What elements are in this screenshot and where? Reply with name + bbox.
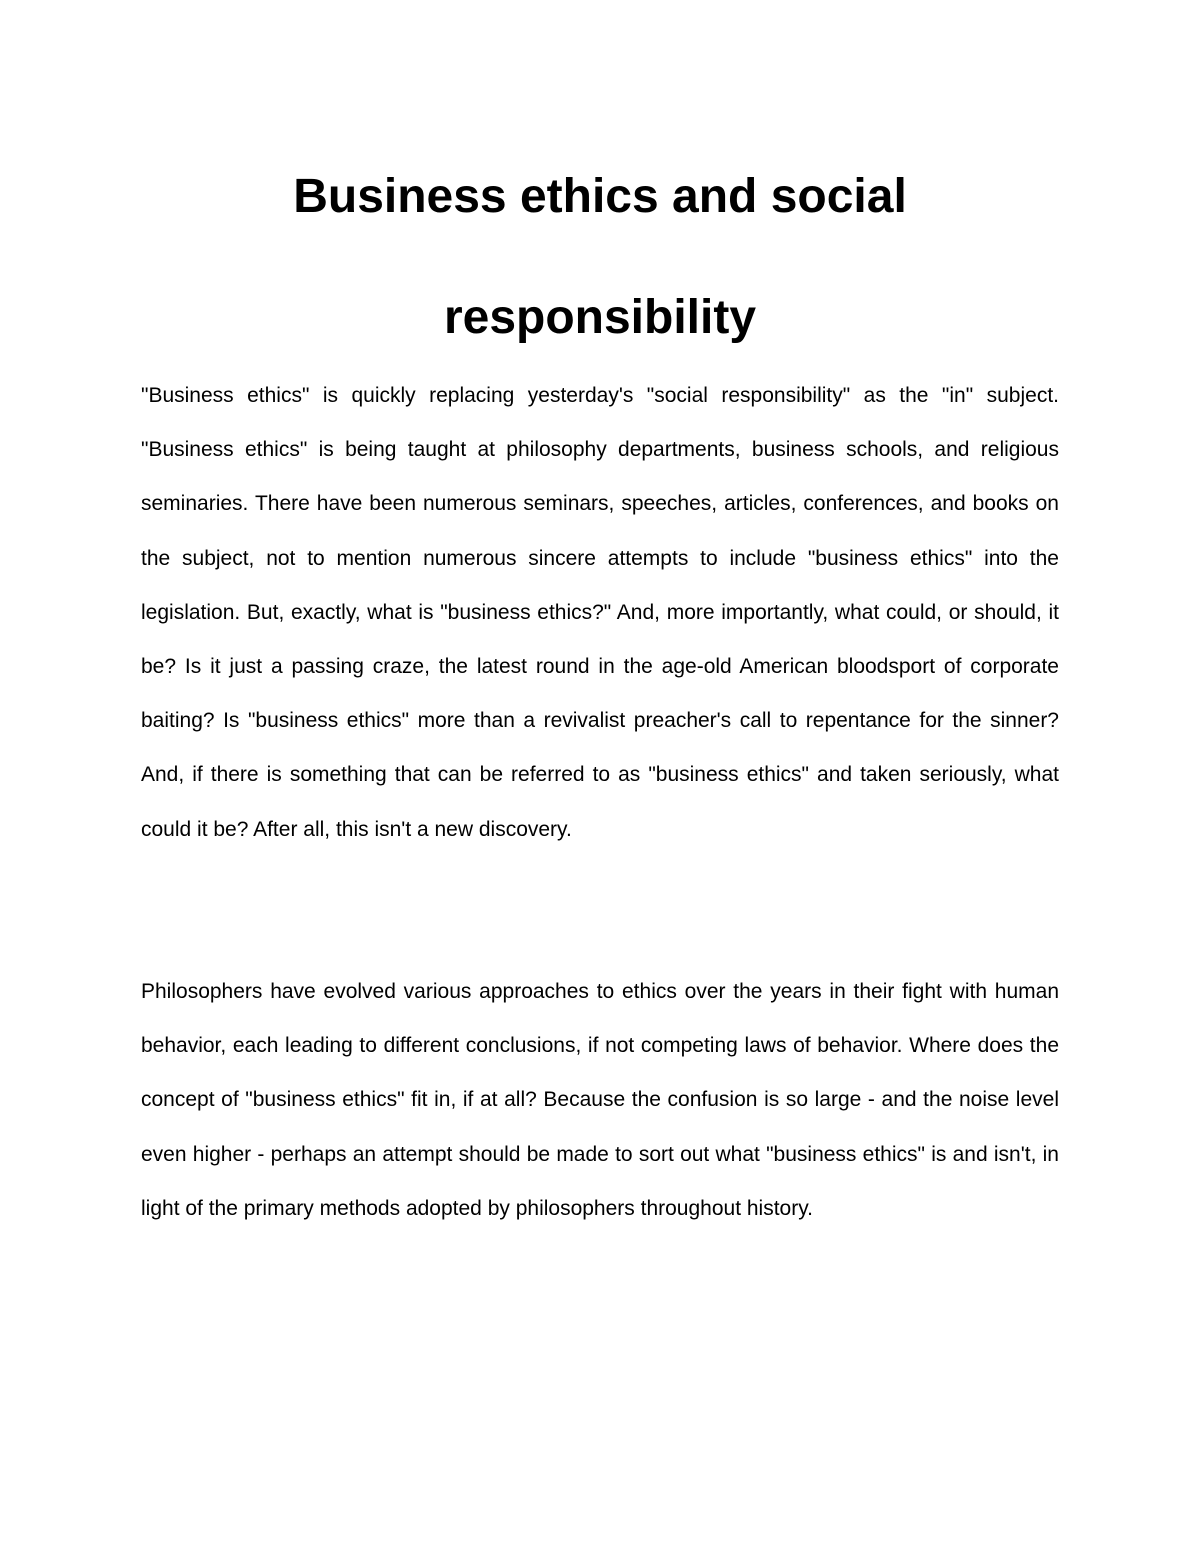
paragraph-2: Philosophers have evolved various approaches to ethics over the years in their fight with human behavior, each leading to different conclusions, if not competing laws of behavior. Where does the concept of "business ethics" fit in, if at all? Because the confusion is so large - and the noise level even higher - perhaps an attempt should be made to sort out what "business ethics" is and isn't, in light of the primary methods adopted by philosophers throughout history. (141, 980, 1059, 1220)
title-line-2: responsibility (443, 291, 757, 344)
paragraph-1: "Business ethics" is quickly replacing yesterday's "social responsibility" as the "in" subject. "Business ethics" is being taught at philosophy departments, business schools, and religious seminaries. There have been numerous seminars, speeches, articles, conferences, and books on the subject, not to mention numerous sincere attempts to include "business ethics" into the legislation. But, exactly, what is "business ethics?" And, more importantly, what could, or should, it be? Is it just a passing craze, the latest round in the age-old American bloodsport of corporate baiting? Is "business ethics" more than a revivalist preacher's call to repentance for the sinner? And, if there is something that can be referred to as "business ethics" and taken seriously, what could it be? After all, this isn't a new discovery. (141, 384, 1059, 841)
title-line-1: Business ethics and social (293, 170, 907, 223)
document-title (141, 136, 1059, 378)
